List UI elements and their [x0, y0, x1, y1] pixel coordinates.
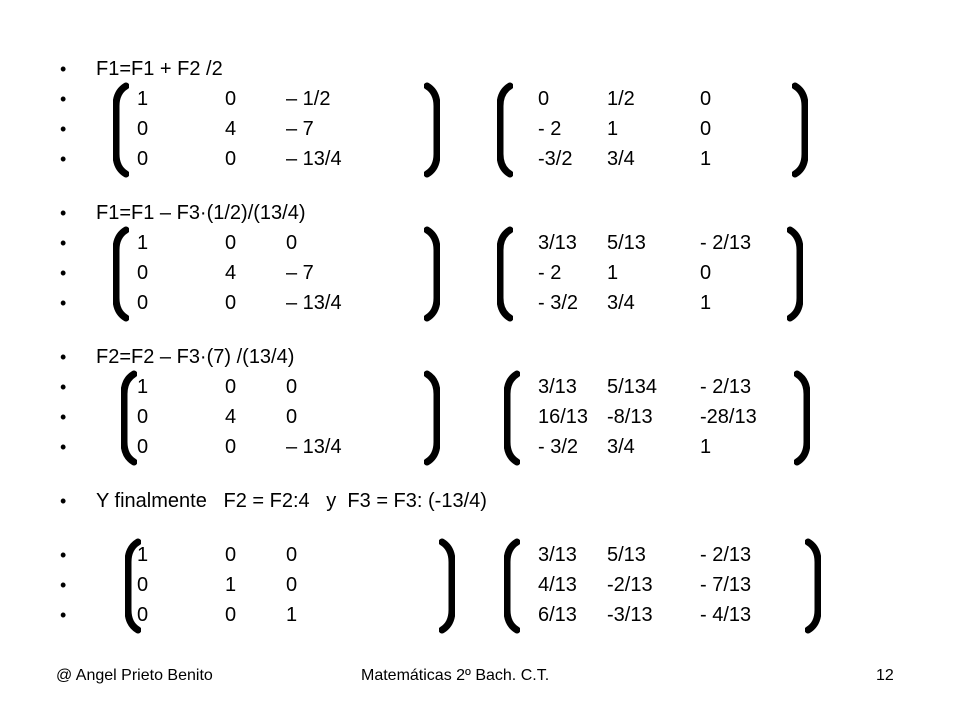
matrix-row	[0, 402, 960, 432]
step-heading-line	[0, 342, 960, 372]
matrix-cell-left: 0	[225, 544, 237, 566]
footer-author: @ Angel Prieto Benito	[56, 667, 213, 684]
step-heading: Y finalmente F2 = F2:4 y F3 = F3: (-13/4)	[96, 490, 487, 512]
bullet: •	[60, 119, 67, 139]
matrix-cell-right: - 3/2	[538, 436, 579, 458]
matrix-row	[0, 228, 960, 258]
matrix-cell-left: 0	[137, 262, 149, 284]
bullet: •	[60, 377, 67, 397]
matrix-cell-right: 1	[607, 262, 619, 284]
matrix-cell-right: - 4/13	[700, 604, 752, 626]
matrix-cell-left: 4	[225, 118, 237, 140]
bullet: •	[60, 437, 67, 457]
matrix-cell-right: - 2/13	[700, 232, 752, 254]
step-heading: F1=F1 + F2 /2	[96, 58, 223, 80]
matrix-cell-right: 1	[700, 292, 712, 314]
matrix-cell-right: -3/2	[538, 148, 573, 170]
bullet: •	[60, 59, 67, 79]
footer-subject: Matemáticas 2º Bach. C.T.	[361, 667, 550, 684]
matrix-cell-right: 3/13	[538, 376, 577, 398]
matrix-row	[0, 144, 960, 174]
matrix-cell-left: 0	[137, 292, 149, 314]
matrix-cell-right: 1	[700, 436, 712, 458]
matrix-cell-left: – 13/4	[286, 148, 342, 170]
matrix-cell-left: – 13/4	[286, 436, 342, 458]
matrix-cell-right: - 2/13	[700, 544, 752, 566]
step-heading: F2=F2 – F3·(7) /(13/4)	[96, 346, 295, 368]
bullet: •	[60, 149, 67, 169]
matrix-cell-left: 1	[137, 376, 149, 398]
matrix-cell-left: 0	[137, 118, 149, 140]
bullet: •	[60, 203, 67, 223]
matrix-cell-left: 1	[137, 232, 149, 254]
matrix-cell-left: 0	[225, 292, 237, 314]
matrix-bracket-right-open	[504, 370, 520, 466]
matrix-cell-right: - 7/13	[700, 574, 752, 596]
matrix-cell-left: 0	[137, 574, 149, 596]
matrix-cell-right: 3/13	[538, 544, 577, 566]
matrix-cell-left: 0	[225, 436, 237, 458]
step-heading-line	[0, 198, 960, 228]
matrix-cell-left: – 1/2	[286, 88, 331, 110]
matrix-row	[0, 288, 960, 318]
matrix-cell-right: -8/13	[607, 406, 653, 428]
matrix-bracket-right-close	[787, 226, 803, 322]
matrix-cell-left: 0	[137, 604, 149, 626]
matrix-cell-right: 4/13	[538, 574, 577, 596]
matrix-cell-left: – 7	[286, 118, 314, 140]
matrix-bracket-right-close	[805, 538, 821, 634]
matrix-cell-left: 0	[225, 376, 237, 398]
matrix-cell-right: 1/2	[607, 88, 635, 110]
matrix-cell-left: 0	[225, 232, 237, 254]
bullet: •	[60, 605, 67, 625]
matrix-bracket-left-close	[424, 226, 440, 322]
matrix-cell-right: 5/13	[607, 232, 646, 254]
matrix-bracket-left-open	[125, 538, 141, 634]
matrix-bracket-right-close	[792, 82, 808, 178]
bullet: •	[60, 491, 67, 511]
matrix-cell-right: -3/13	[607, 604, 653, 626]
matrix-cell-left: 0	[286, 574, 298, 596]
matrix-cell-left: 4	[225, 406, 237, 428]
matrix-cell-left: 0	[137, 148, 149, 170]
matrix-cell-left: 1	[137, 88, 149, 110]
matrix-cell-right: 5/134	[607, 376, 658, 398]
matrix-cell-right: - 2	[538, 262, 562, 284]
step-heading: F1=F1 – F3·(1/2)/(13/4)	[96, 202, 306, 224]
bullet: •	[60, 407, 67, 427]
matrix-cell-right: 0	[700, 88, 712, 110]
matrix-cell-left: 0	[286, 544, 298, 566]
footer-page-number: 12	[876, 667, 894, 684]
matrix-cell-right: 1	[700, 148, 712, 170]
bullet: •	[60, 233, 67, 253]
bullet: •	[60, 347, 67, 367]
matrix-cell-left: 4	[225, 262, 237, 284]
matrix-bracket-right-close	[794, 370, 810, 466]
matrix-cell-right: 6/13	[538, 604, 577, 626]
matrix-cell-left: – 13/4	[286, 292, 342, 314]
matrix-cell-left: 0	[225, 88, 237, 110]
matrix-bracket-left-open	[113, 226, 129, 322]
matrix-bracket-left-close	[439, 538, 455, 634]
matrix-cell-left: 1	[286, 604, 298, 626]
matrix-row	[0, 84, 960, 114]
matrix-cell-right: 0	[700, 262, 712, 284]
matrix-cell-right: 3/13	[538, 232, 577, 254]
matrix-cell-left: – 7	[286, 262, 314, 284]
matrix-cell-left: 0	[137, 436, 149, 458]
matrix-bracket-right-open	[497, 226, 513, 322]
step-heading-line	[0, 486, 960, 516]
matrix-cell-left: 0	[286, 376, 298, 398]
matrix-cell-right: - 2	[538, 118, 562, 140]
bullet: •	[60, 545, 67, 565]
matrix-cell-left: 0	[286, 406, 298, 428]
matrix-row	[0, 258, 960, 288]
matrix-cell-right: - 2/13	[700, 376, 752, 398]
matrix-bracket-left-open	[113, 82, 129, 178]
matrix-bracket-left-close	[424, 82, 440, 178]
matrix-cell-left: 0	[286, 232, 298, 254]
matrix-bracket-right-open	[504, 538, 520, 634]
matrix-cell-right: 16/13	[538, 406, 589, 428]
bullet: •	[60, 293, 67, 313]
bullet: •	[60, 89, 67, 109]
matrix-row	[0, 432, 960, 462]
matrix-bracket-left-close	[424, 370, 440, 466]
matrix-cell-left: 0	[225, 604, 237, 626]
matrix-cell-right: 3/4	[607, 292, 635, 314]
matrix-cell-right: -28/13	[700, 406, 757, 428]
matrix-cell-left: 0	[225, 148, 237, 170]
step-heading-line	[0, 54, 960, 84]
matrix-bracket-left-open	[121, 370, 137, 466]
matrix-cell-left: 0	[137, 406, 149, 428]
matrix-bracket-right-open	[497, 82, 513, 178]
matrix-cell-left: 1	[137, 544, 149, 566]
matrix-cell-right: -2/13	[607, 574, 653, 596]
matrix-cell-right: 0	[538, 88, 550, 110]
matrix-cell-right: 0	[700, 118, 712, 140]
bullet: •	[60, 575, 67, 595]
matrix-cell-right: 5/13	[607, 544, 646, 566]
matrix-cell-right: 3/4	[607, 148, 635, 170]
matrix-cell-left: 1	[225, 574, 237, 596]
matrix-cell-right: 1	[607, 118, 619, 140]
bullet: •	[60, 263, 67, 283]
matrix-cell-right: - 3/2	[538, 292, 579, 314]
matrix-row	[0, 114, 960, 144]
matrix-row	[0, 372, 960, 402]
matrix-cell-right: 3/4	[607, 436, 635, 458]
